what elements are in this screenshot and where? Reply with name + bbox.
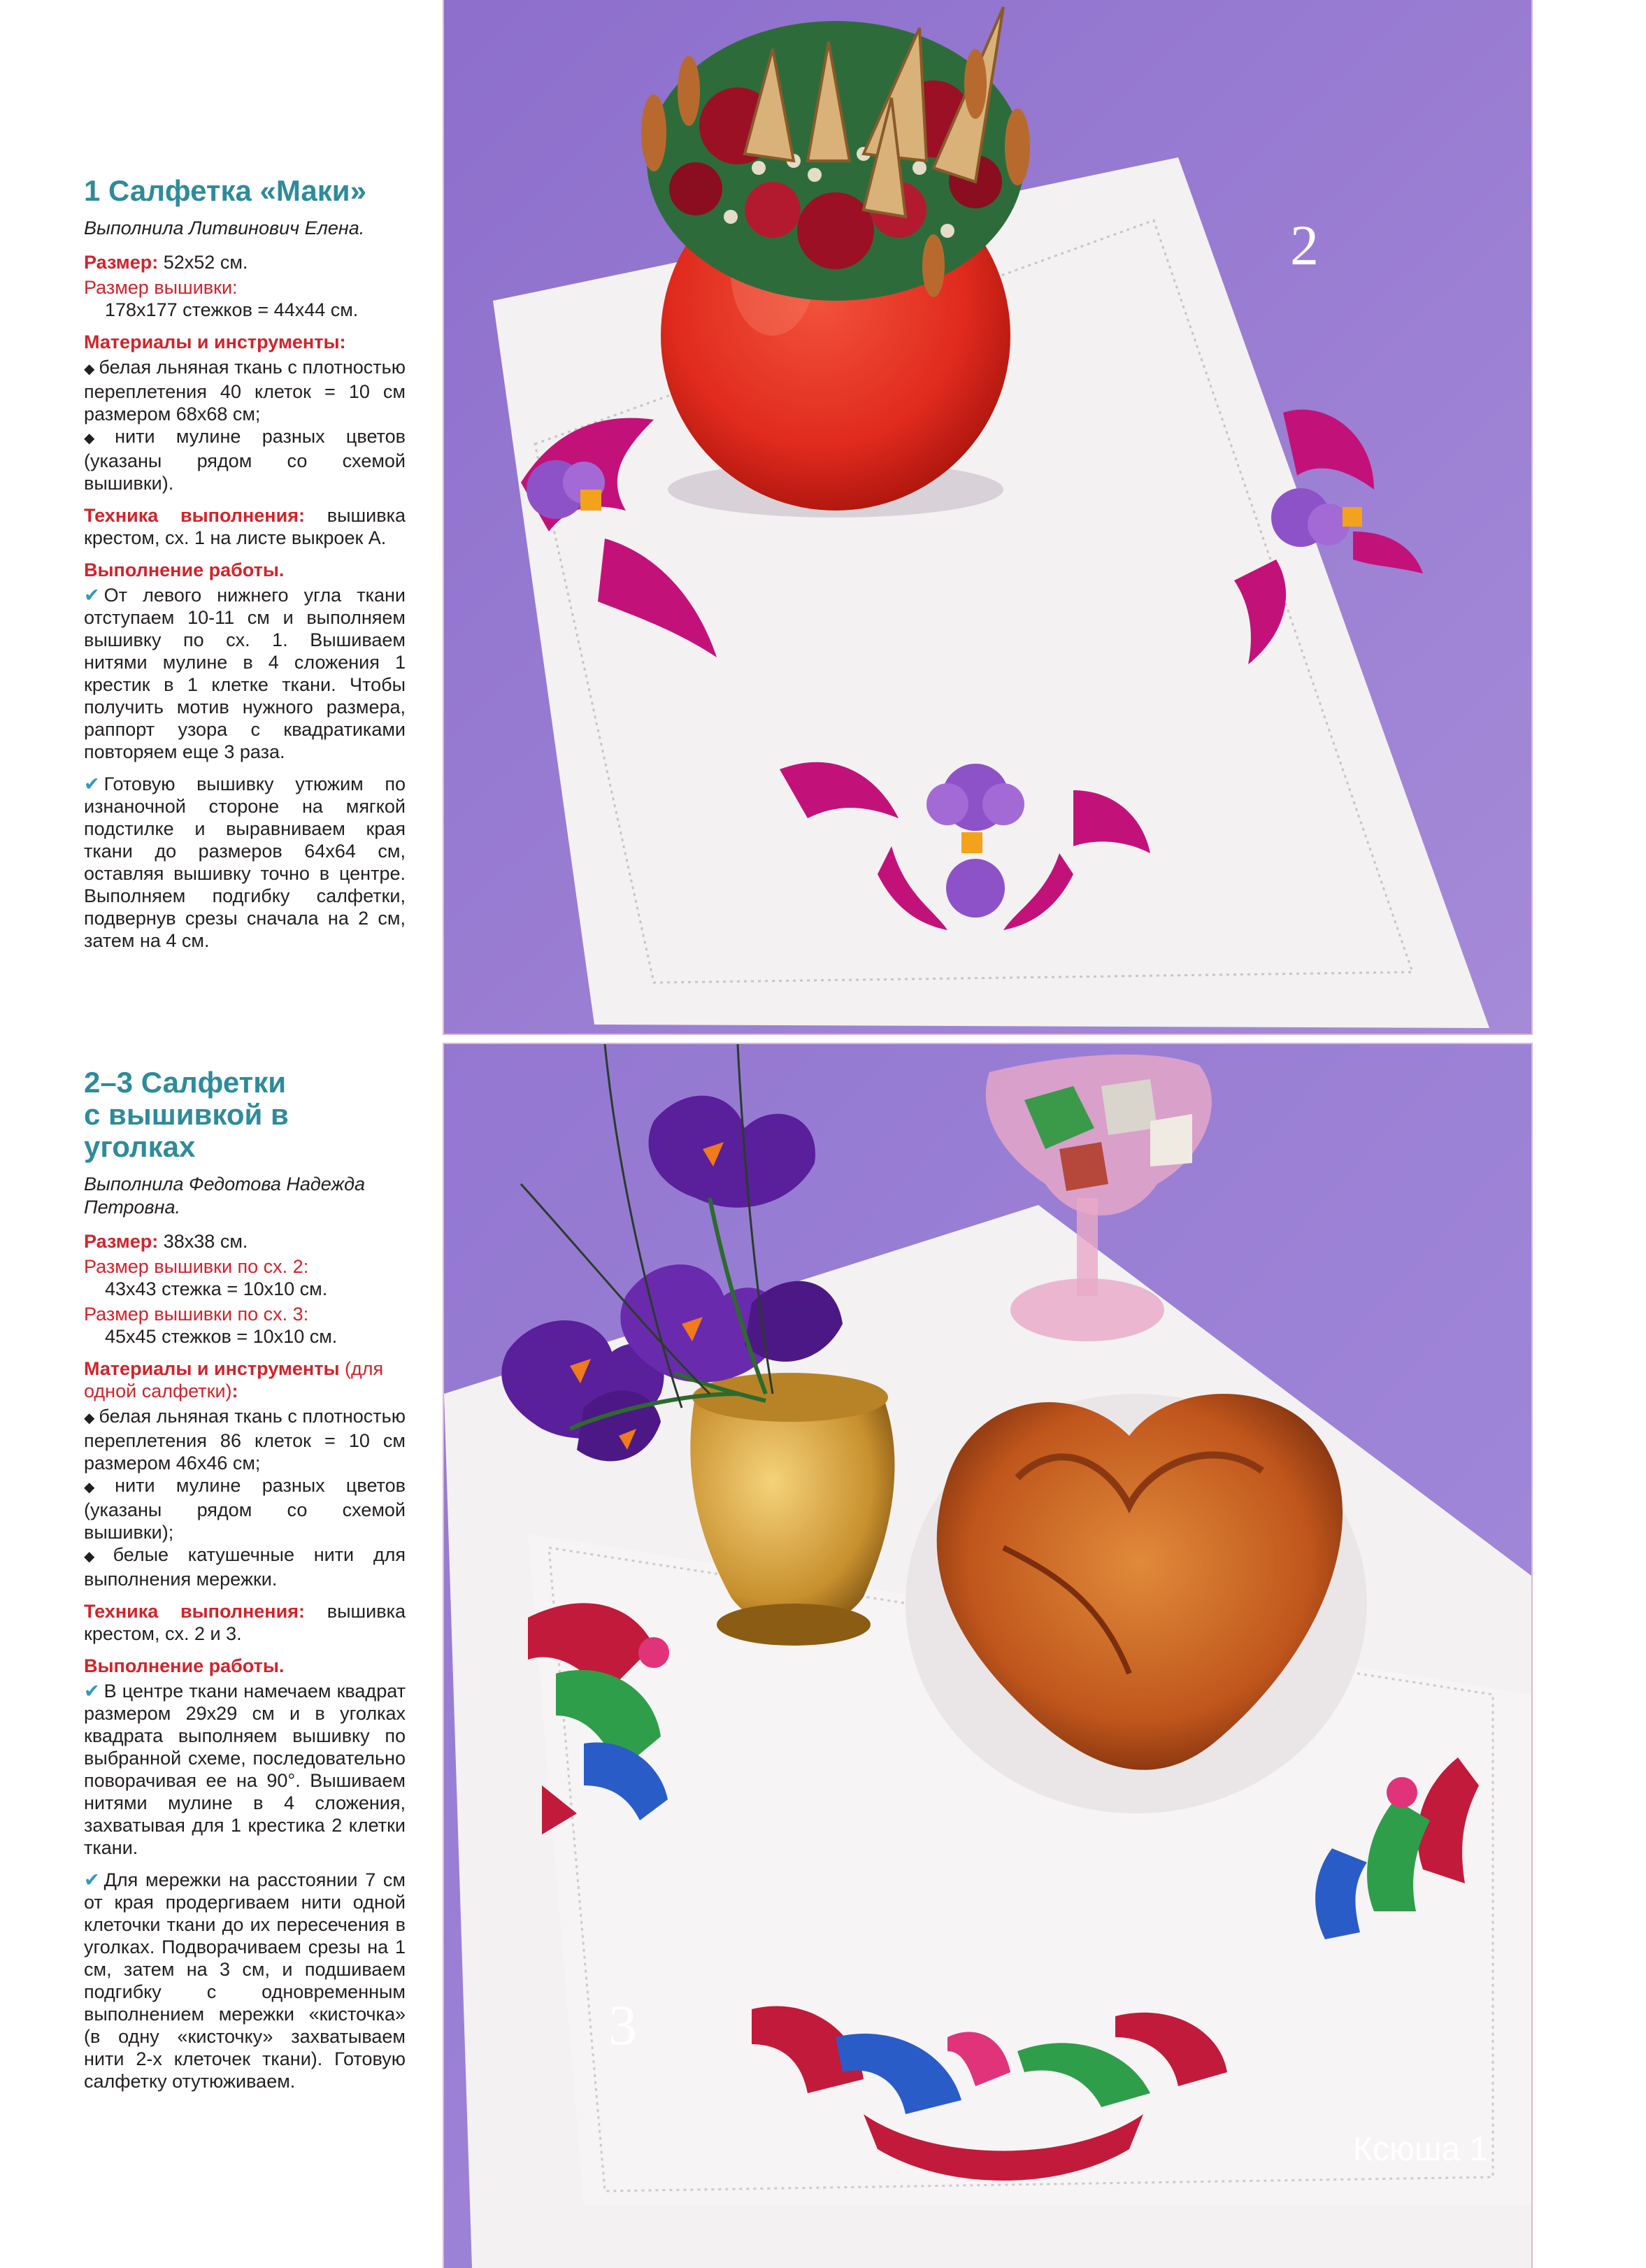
step-paragraph: ✔ Готовую вышивку утюжим по изнаночной стороне на мягкой подстилке и выравниваем края ткани до размеров 64х64 см, оставляя вышивку точно в центре. Выполняем подгибку салфетки, подвернув срезы сначала на 2 см, затем на 4 см. (84, 773, 406, 951)
step-paragraph: ✔ В центре ткани намечаем квадрат размером 29х29 см и в уголках квадрата выполняем вышивку по выбранной схеме, последовательно поворачивая ее на 90°. Вышиваем нитями мулине в 4 сложения, захватывая для 1 крестика 2 клетки ткани. (84, 1681, 406, 1858)
technique-line (84, 504, 406, 549)
checkmark-icon: ✔ (84, 1681, 100, 1702)
list-item: ◆ белая льняная ткань с плотностью переплетения 40 клеток = 10 см размером 68х68 см; (84, 357, 406, 425)
article-1-title: 1 Салфетка «Маки» (84, 174, 366, 207)
bullet-icon: ◆ (84, 362, 95, 377)
checkmark-icon: ✔ (84, 773, 100, 794)
photo-napkins-corners (444, 1044, 1531, 2268)
photo-1-illustration (444, 0, 1531, 1034)
materials-list (84, 356, 406, 494)
embroidery-size-label: Размер вышивки: (84, 277, 238, 298)
bun (906, 1394, 1367, 1813)
materials-label: Материалы и инструменты (для одной салфетки): (84, 1358, 384, 1402)
size-label: Размер: (84, 252, 159, 273)
technique-label: Техника выполнения: (84, 1601, 305, 1622)
list-item: ◆ белая льняная ткань с плотностью переплетения 86 клеток = 10 см размером 46х46 см; (84, 1406, 406, 1474)
size-value: 38х38 см. (163, 1231, 248, 1252)
work-label: Выполнение работы. (84, 1655, 285, 1676)
size-label: Размер: (84, 1231, 159, 1252)
bullet-icon: ◆ (84, 1480, 111, 1495)
technique-label: Техника выполнения: (84, 505, 305, 526)
technique-line (84, 1600, 406, 1645)
photo-2-illustration (444, 1044, 1531, 2268)
checkmark-icon: ✔ (84, 585, 100, 606)
size-line (84, 251, 406, 273)
size-value: 52х52 см. (163, 252, 248, 273)
article-1-author: Выполнила Литвинович Елена. (84, 217, 365, 238)
bullet-icon: ◆ (84, 1549, 109, 1564)
checkmark-icon: ✔ (84, 1869, 100, 1890)
materials-label: Материалы и инструменты: (84, 331, 346, 352)
photo-1-number: 2 (1290, 213, 1319, 277)
list-item: ◆ нити мулине разных цветов (указаны рядом со схемой вышивки); (84, 1475, 406, 1543)
photo-napkin-poppies (444, 0, 1531, 1034)
list-item: ◆ белые катушечные нити для выполнения мережки. (84, 1544, 406, 1590)
embroidery-3-size-value: 45х45 стежков = 10х10 см. (105, 1326, 338, 1347)
photo-2-number: 3 (608, 1993, 637, 2057)
embroidery-2-size-value: 43х43 стежка = 10х10 см. (105, 1278, 328, 1299)
list-item: ◆ нити мулине разных цветов (указаны рядом со схемой вышивки). (84, 426, 406, 494)
materials-list (84, 1405, 406, 1590)
step-paragraph: ✔ Для мережки на расстоянии 7 см от края продергиваем нити одной клеточки ткани до их пересечения в уголках. Подворачиваем срезы на 1 см, затем на 3 см, и подшиваем подгибку с одновременным выполнением мережки «кисточка» (в одну «кисточку» захватываем нити 2-х клеточек ткани). Готовую салфетку отутюживаем. (84, 1869, 406, 2092)
bullet-icon: ◆ (84, 431, 111, 446)
article-2 (84, 1067, 406, 2102)
magazine-name: Ксюша 1 (1353, 2131, 1489, 2168)
technique-value: вышивка крестом, сх. 1 на листе выкроек А. (84, 505, 406, 548)
work-label: Выполнение работы. (84, 559, 285, 580)
article-2-title: 2–3 Салфетки с вышивкой в уголках (84, 1066, 289, 1163)
size-line (84, 1230, 406, 1253)
embroidery-3-size-label: Размер вышивки по сх. 3: (84, 1304, 309, 1325)
step-paragraph: ✔ От левого нижнего угла ткани отступаем 10-11 см и выполняем вышивку по сх. 1. Вышиваем нитями мулине в 4 сложения 1 крестик в 1 клетке ткани. Чтобы получить мотив нужного размера, раппорт узора с квадратиками повторяем еще 3 раза. (84, 585, 406, 762)
article-2-author: Выполнила Федотова Надежда Петровна. (84, 1174, 366, 1218)
article-1 (84, 175, 406, 962)
embroidery-2-size-label: Размер вышивки по сх. 2: (84, 1256, 309, 1277)
embroidery-size-value: 178х177 стежков = 44х44 см. (105, 299, 359, 320)
technique-value: вышивка крестом, сх. 2 и 3. (84, 1601, 406, 1644)
bullet-icon: ◆ (84, 1411, 95, 1426)
